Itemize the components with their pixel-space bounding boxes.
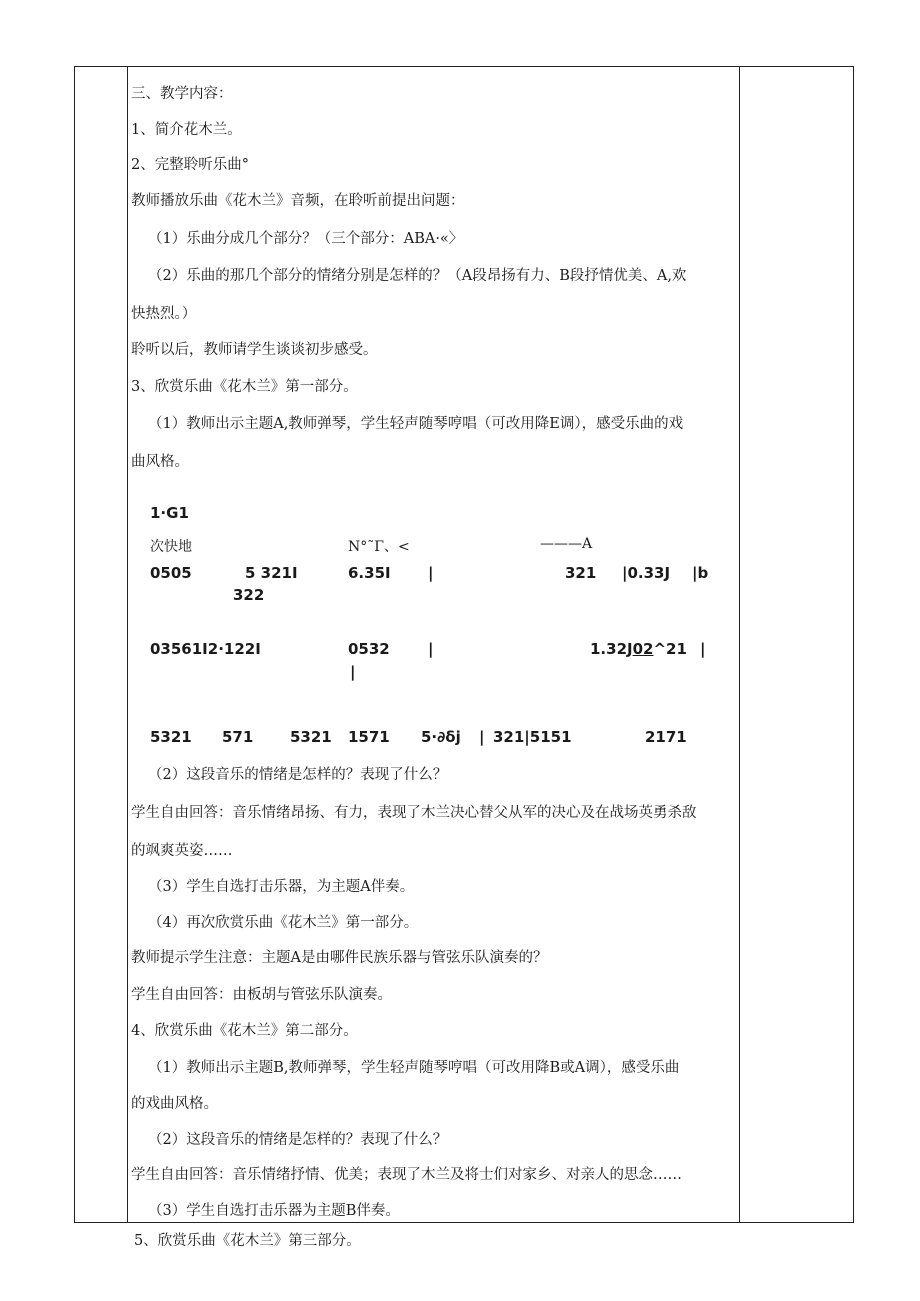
text-line: （2）乐曲的那几个部分的情绪分别是怎样的？（A段昂扬有力、B段抒情优美、A,欢 (148, 268, 687, 284)
score-note: 2171 (645, 728, 687, 746)
text-line: 学生自由回答：音乐情绪昂扬、有力，表现了木兰决心替父从军的决心及在战场英勇杀敌 (131, 805, 697, 821)
score-note: 571 (222, 728, 254, 746)
score-note: 0505 (150, 564, 192, 582)
text-line: （2）这段音乐的情绪是怎样的？表现了什么？ (148, 767, 448, 783)
score-note: 1571 (348, 728, 390, 746)
text-line: （2）这段音乐的情绪是怎样的？表现了什么？ (148, 1132, 448, 1148)
score-note: 6.35I (348, 564, 391, 582)
score-note: 5 321I (245, 564, 298, 582)
score-tempo: 次快地 (150, 539, 192, 555)
text-line: （4）再次欣赏乐曲《花木兰》第一部分。 (148, 915, 419, 931)
score-note: 5·∂δj (421, 728, 461, 746)
score-note: 321|5151 (493, 728, 572, 746)
text-line: 学生自由回答：由板胡与管弦乐队演奏。 (131, 987, 392, 1003)
score-bar: | (350, 663, 356, 681)
column-divider-right (739, 66, 740, 1223)
footer-line: 5、欣赏乐曲《花木兰》第三部分。 (134, 1233, 361, 1249)
score-bar: | (700, 640, 706, 658)
text-line: 教师播放乐曲《花木兰》音频，在聆听前提出问题： (131, 193, 465, 209)
score-bar: | (428, 564, 434, 582)
score-note: 321 (565, 564, 597, 582)
score-note: 5321 (290, 728, 332, 746)
text-line: （3）学生自选打击乐器为主题B伴奏。 (148, 1203, 400, 1219)
text-line: 的飒爽英姿…… (131, 843, 233, 859)
score-note: 0532 (348, 640, 390, 658)
heading-teaching-content: 三、教学内容： (131, 86, 233, 102)
text-line: 4、欣赏乐曲《花木兰》第二部分。 (131, 1023, 358, 1039)
score-note (590, 639, 687, 659)
text-line: （3）学生自选打击乐器，为主题A伴奏。 (148, 879, 415, 895)
score-note-part: 1.32J (590, 640, 633, 658)
text-line: （1）乐曲分成几个部分？（三个部分：ABA·«〉 (148, 231, 464, 247)
score-note: 03561I2·122I (150, 640, 261, 658)
text-line: 3、欣赏乐曲《花木兰》第一部分。 (131, 379, 358, 395)
text-line: （1）教师出示主题B,教师弹琴，学生轻声随琴哼唱（可改用降B或A调），感受乐曲 (148, 1060, 680, 1076)
score-note-part: ^21 (653, 640, 687, 658)
text-line: 学生自由回答：音乐情绪抒情、优美；表现了木兰及将士们对家乡、对亲人的思念…… (131, 1167, 682, 1183)
score-note: 5321 (150, 728, 192, 746)
score-note: |b (692, 564, 709, 582)
text-line: 的戏曲风格。 (131, 1096, 218, 1112)
score-note-part: 02 (632, 640, 654, 658)
text-line: 曲风格。 (131, 454, 189, 470)
column-divider-left (127, 66, 128, 1223)
score-marks: ———A (540, 536, 593, 552)
score-bar: | (428, 640, 434, 658)
text-line: （1）教师出示主题A,教师弹琴，学生轻声随琴哼唱（可改用降E调），感受乐曲的戏 (148, 416, 684, 432)
text-line: 教师提示学生注意：主题A是由哪件民族乐器与管弦乐队演奏的？ (131, 950, 548, 966)
score-note: 322 (233, 586, 265, 604)
text-line: 快热烈。） (131, 306, 197, 322)
text-line: 1、简介花木兰。 (131, 122, 242, 138)
text-line: 2、完整聆听乐曲° (131, 157, 249, 173)
score-note: |0.33J (622, 564, 671, 582)
score-key: 1·G1 (150, 504, 189, 522)
score-marks: N°˜Γ、< (348, 539, 410, 555)
score-bar: | (479, 728, 485, 746)
text-line: 聆听以后，教师请学生谈谈初步感受。 (131, 342, 378, 358)
